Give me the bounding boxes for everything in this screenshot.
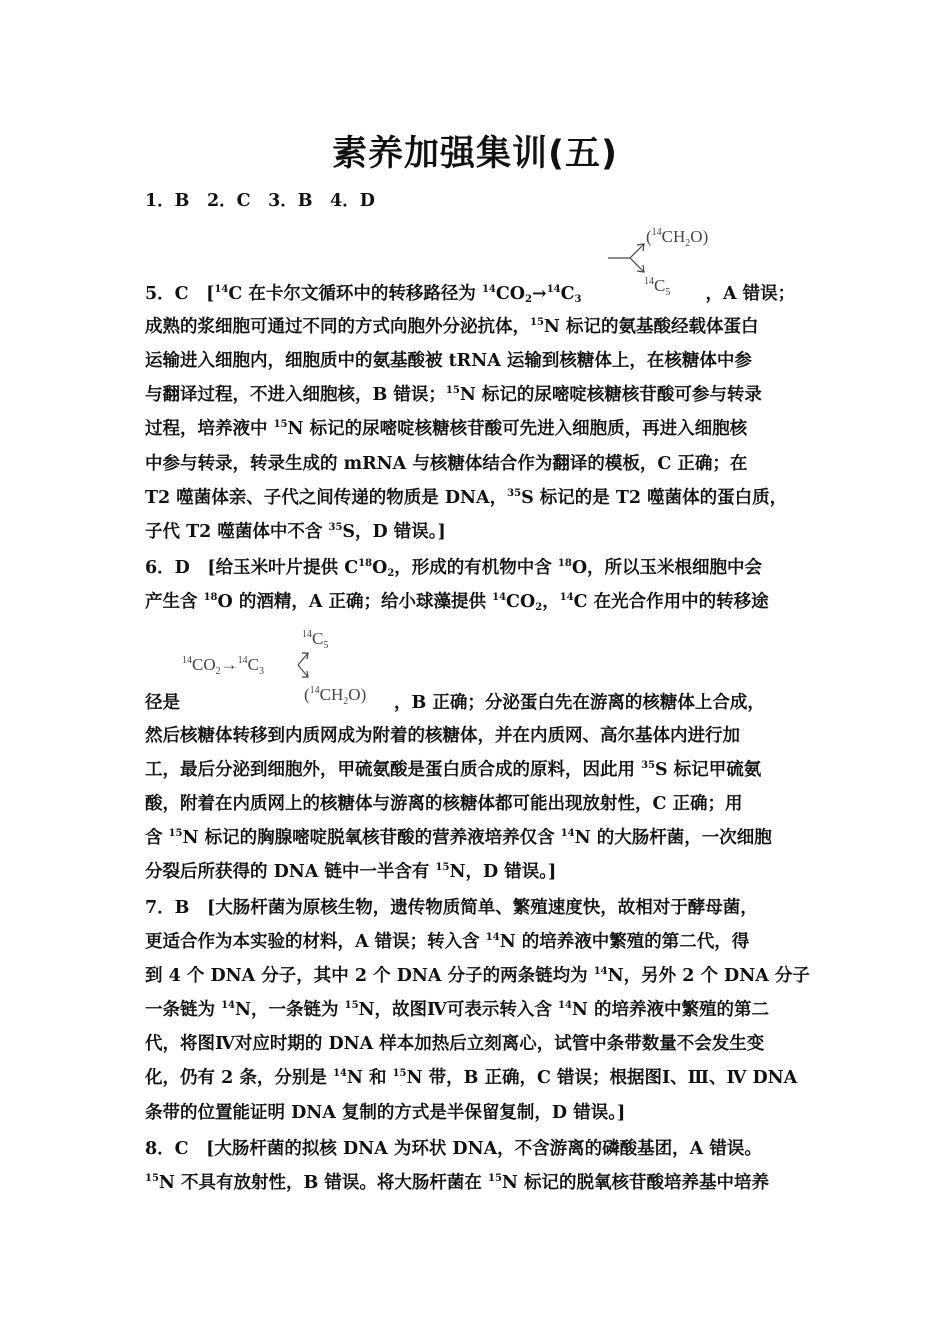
q7-line-7: 条带的位置能证明 DNA 复制的方式是半保留复制，D 错误。] [145,1103,626,1123]
diagram5-upper-arrow [630,244,644,258]
q8-line-2: $^{15}$N 不具有放射性，B 错误。将大肠杆菌在 $^{15}$N 标记的脱氧核苷酸培养基中培养 [145,1173,770,1193]
q6-line-7: 含 $^{15}$N 标记的胸腺嘧啶脱氧核苷酸的营养液培养仅含 $^{14}$N 的大肠杆菌，一次细胞 [145,828,772,848]
diagram6-c5-label: $^{14}C_5$ [302,629,329,651]
q7-line-3: 到 4 个 DNA 分子，其中 2 个 DNA 分子的两条链均为 $^{14}$N，另外 2 个 DNA 分子 [145,966,810,986]
q6-line-3: 径是 ，B 正确；分泌蛋白先在游离的核糖体上合成， [145,693,765,713]
q7-line-6: 化，仍有 2 条，分别是 $^{14}$N 和 $^{15}$N 带，B 正确，C 错误；根据图Ⅰ、Ⅲ、Ⅳ DNA [145,1068,798,1088]
q5-line-2: 成熟的浆细胞可通过不同的方式向胞外分泌抗体，$^{15}$N 标记的氨基酸经载体蛋白 [145,317,759,337]
diagram6-ch2o-label: $(^{14}CH_2O)$ [304,685,367,707]
q5-line-1: 5．C [$^{14}$C 在卡尔文循环中的转移路径为 $^{14}CO_2\to^{14}C_3$ ，A 错误； [145,284,796,305]
q5-line-3: 运输进入细胞内，细胞质中的氨基酸被 tRNA 运输到核糖体上，在核糖体中参 [145,351,752,371]
q5-line-5: 过程，培养液中 $^{15}$N 标记的尿嘧啶核糖核苷酸可先进入细胞质，再进入细胞核 [145,419,748,439]
q7-line-4: 一条链为 $^{14}$N，一条链为 $^{15}$N，故图Ⅳ可表示转入含 $^{14}$N 的培养液中繁殖的第二 [145,1000,769,1020]
q5-line-4: 与翻译过程，不进入细胞核，B 错误；$^{15}$N 标记的尿嘧啶核糖核苷酸可参与转录 [145,385,762,405]
q5-line-8: 子代 T2 噬菌体中不含 $^{35}$S，D 错误。] [145,522,446,542]
q6-line-6: 酸，附着在内质网上的核糖体与游离的核糖体都可能出现放射性，C 正确；用 [145,794,743,814]
q6-line-5: 工，最后分泌到细胞外，甲硫氨酸是蛋白质合成的原料，因此用 $^{35}$S 标记甲硫氨 [145,760,762,780]
q7-line-5: 代，将图Ⅳ对应时期的 DNA 样本加热后立刻离心，试管中条带数量不会发生变 [145,1034,765,1054]
q7-line-2: 更适合作为本实验的材料，A 错误；转入含 $^{14}$N 的培养液中繁殖的第二代，得 [145,932,750,952]
diagram6-co2-label: $^{14}CO_2\to^{14}C_3$ [182,655,264,677]
q7-line-1: 7．B [大肠杆菌为原核生物，遗传物质简单、繁殖速度快，故相对于酵母菌， [145,898,758,918]
q6-line-8: 分裂后所获得的 DNA 链中一半含有 $^{15}$N，D 错误。] [145,862,557,882]
page-title: 素养加强集训(五) [332,134,618,174]
diagram6-upper-arrow [298,653,308,665]
q8-line-1: 8．C [大肠杆菌的拟核 DNA 为环状 DNA，不含游离的磷酸基团，A 错误。 [145,1139,762,1159]
diagram5-lower-arrow [630,258,644,272]
q5-line-6: 中参与转录，转录生成的 mRNA 与核糖体结合作为翻译的模板，C 正确；在 [145,454,748,474]
answers-line: 1．B 2．C 3．B 4．D [145,191,375,211]
q6-line-4: 然后核糖体转移到内质网成为附着的核糖体，并在内质网、高尔基体内进行加 [145,726,740,746]
q6-line-2: 产生含 $^{18}$O 的酒精，A 正确；给小球藻提供 $^{14}CO_2$，$^{14}$C 在光合作用中的转移途 [145,592,769,613]
diagram6-lower-arrow [298,665,308,677]
diagram5-ch2o-label: $(^{14}CH_2O)$ [646,227,709,249]
q6-line-1: 6．D [给玉米叶片提供 $C^{18}O_2$，形成的有机物中含 $^{18}$O，所以玉米根细胞中会 [145,558,763,579]
diagram5-c5-label: $^{14}C_5$ [644,276,671,298]
q5-line-7: T2 噬菌体亲、子代之间传递的物质是 DNA，$^{35}$S 标记的是 T2 噬菌体的蛋白质， [145,488,788,508]
